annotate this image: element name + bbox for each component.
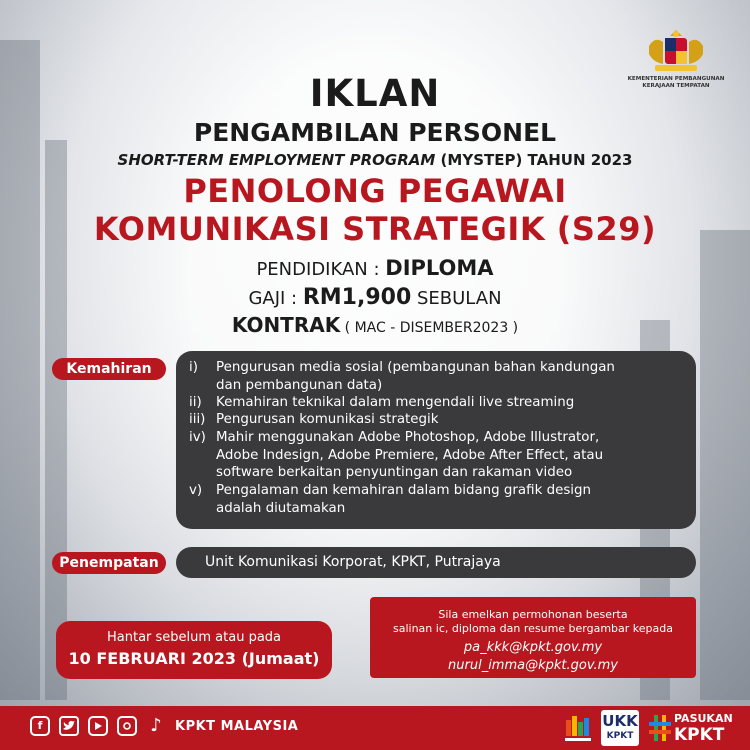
application-instruction-line2: salinan ic, diploma dan resume bergambar kepada [393,622,673,635]
skill-text-line: Pengurusan media sosial (pembangunan bahan kandungan [216,360,615,375]
social-handle: KPKT MALAYSIA [175,719,299,734]
education-label: PENDIDIKAN : [256,259,386,280]
job-title-line1: PENOLONG PEGAWAI [183,172,567,210]
instagram-icon[interactable] [117,716,137,736]
skill-text-line: Mahir menggunakan Adobe Photoshop, Adobe Illustrator, [216,430,600,445]
twitter-icon[interactable] [59,716,79,736]
skill-text-line: dan pembangunan data) [216,377,383,393]
ukk-logo-subtext: KPKT [606,731,634,741]
email-link-1[interactable]: pa_kkk@kpkt.gov.my [463,640,603,655]
skill-text-line: Adobe Indesign, Adobe Premiere, Adobe After Effect, atau [216,447,604,463]
ukk-logo-text: UKK [602,712,638,730]
skill-text [216,429,686,482]
skill-text [216,359,686,394]
salary-value: RM1,900 [302,285,412,310]
pasukan-logo-subtext: KPKT [674,725,725,745]
skill-text-line: adalah diutamakan [216,500,346,516]
contract-label: KONTRAK [231,313,341,337]
deadline-label: Hantar sebelum atau pada [106,630,282,645]
skill-number: v) [189,483,203,498]
ministry-crest-logo [641,26,711,74]
application-instruction-line1: Sila emelkan permohonan beserta [438,608,628,621]
application-box [370,597,696,678]
skill-number: i) [189,360,198,375]
education-requirement [0,256,750,280]
skill-text [216,411,686,429]
skill-text-line: Kemahiran teknikal dalam mengendali live streaming [216,395,575,410]
salary-label: GAJI : [248,288,303,309]
pasukan-hash-icon [648,713,672,743]
contract-period: ( MAC - DISEMBER2023 ) [340,320,519,336]
skill-number: iv) [189,430,206,445]
education-value: DIPLOMA [385,256,494,280]
footer-bar [0,706,750,750]
skill-text-line: software berkaitan penyuntingan dan rakaman video [216,465,573,481]
skill-text-line: Pengurusan komunikasi strategik [216,412,439,427]
job-title-line2: KOMUNIKASI STRATEGIK (S29) [93,210,657,248]
facebook-icon[interactable]: f [30,716,50,736]
ad-subtitle: PENGAMBILAN PERSONEL [193,118,557,147]
contract-info [0,313,750,337]
pasukan-kpkt-logo [646,710,746,746]
salary-info [0,285,750,310]
deadline-box [56,621,332,679]
skill-text-line: Pengalaman dan kemahiran dalam bidang grafik design [216,483,592,498]
skills-panel [176,351,696,529]
skills-tag: Kemahiran [52,358,166,380]
skill-number: iii) [189,412,206,427]
salary-suffix: SEBULAN [411,288,502,309]
skill-number: ii) [189,395,202,410]
liveable-malaysia-logo [562,712,594,744]
skill-text [216,394,686,412]
skill-text [216,482,686,517]
program-name-year: (MYSTEP) TAHUN 2023 [435,151,633,169]
program-name [0,151,750,169]
tiktok-icon[interactable]: ♪ [150,715,162,736]
pasukan-logo-text: PASUKAN [674,712,733,725]
ministry-name-line2: KERAJAAN TEMPATAN [642,83,710,89]
placement-tag: Penempatan [52,552,166,574]
placement-panel [176,547,696,578]
program-name-italic: SHORT-TERM EMPLOYMENT PROGRAM [117,151,436,169]
ministry-name-line1: KEMENTERIAN PEMBANGUNAN [627,76,725,82]
ad-title: IKLAN [309,72,441,115]
placement-value: Unit Komunikasi Korporat, KPKT, Putrajaya [205,554,501,570]
email-link-2[interactable]: nurul_imma@kpkt.gov.my [448,658,618,673]
deadline-date: 10 FEBRUARI 2023 (Jumaat) [68,649,320,668]
ukk-kpkt-logo [601,710,639,746]
youtube-icon[interactable] [88,716,108,736]
